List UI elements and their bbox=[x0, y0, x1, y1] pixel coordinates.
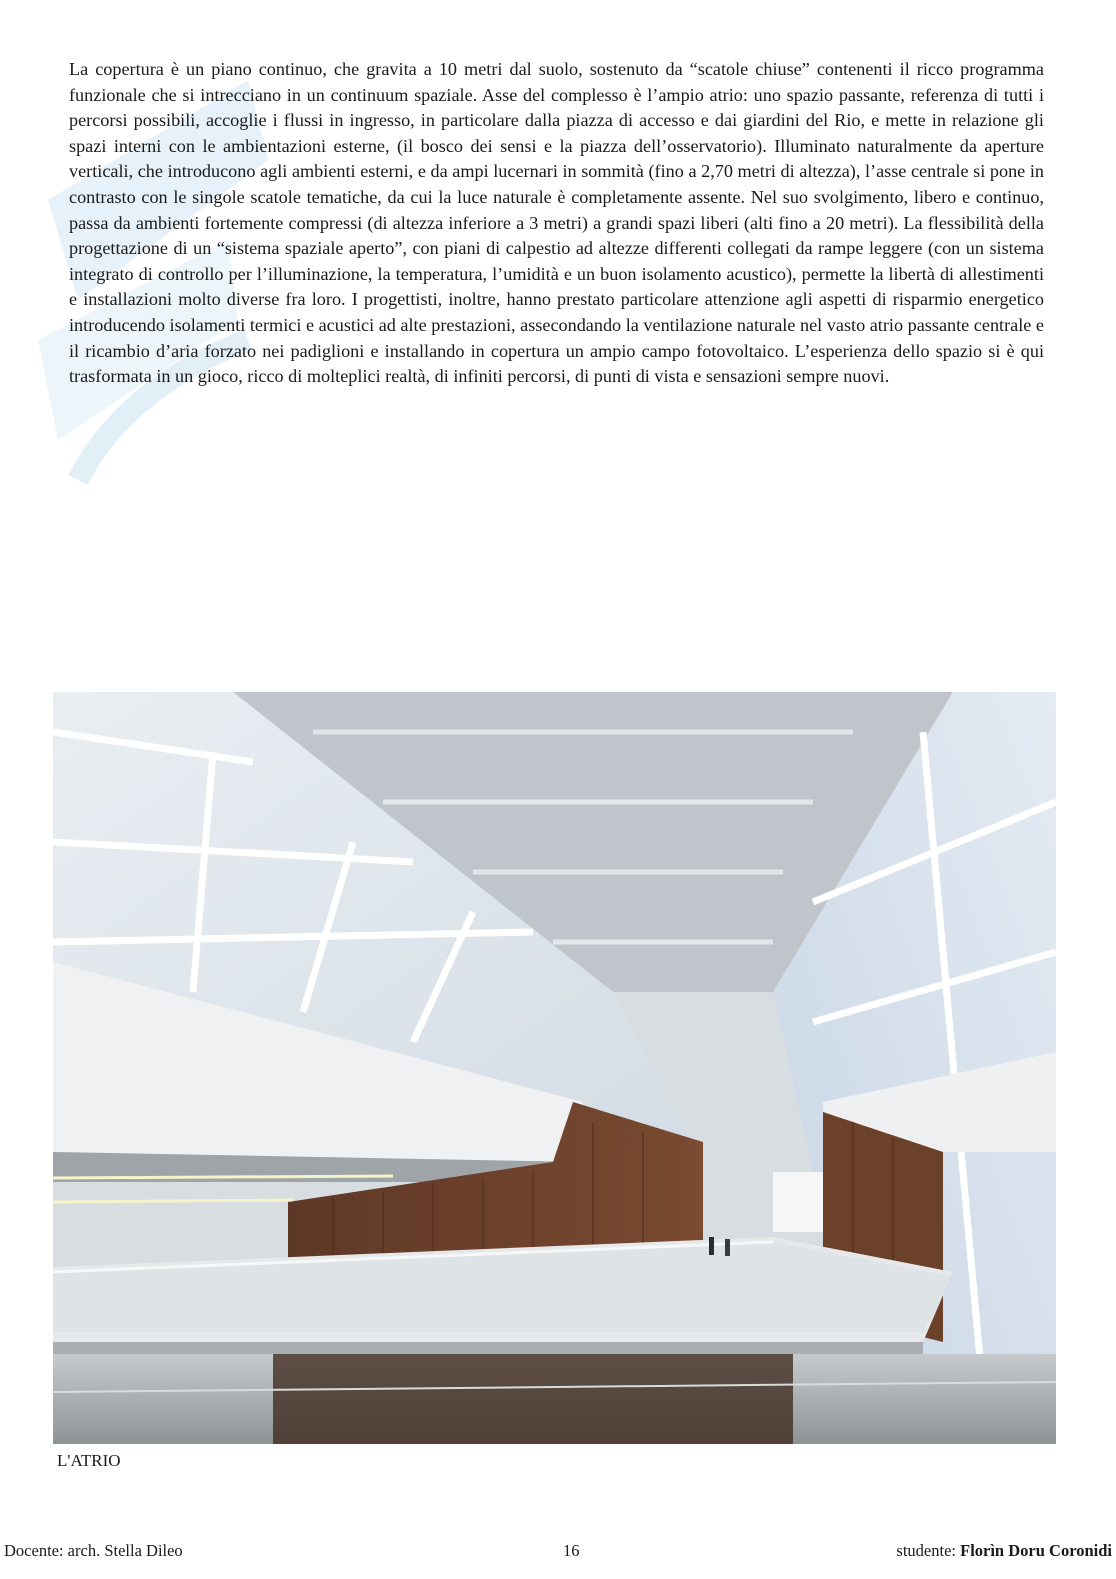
footer-student-name: Florìn Doru Coronidi bbox=[960, 1541, 1112, 1560]
footer-student-label: studente: bbox=[896, 1541, 961, 1560]
atrium-photo bbox=[53, 692, 1056, 1444]
footer-student bbox=[896, 1540, 1112, 1562]
photo-caption: L'ATRIO bbox=[57, 1451, 121, 1470]
page-number: 16 bbox=[563, 1541, 580, 1560]
body-paragraph: La copertura è un piano continuo, che gravita a 10 metri dal suolo, sostenuto da “scatole chiuse” contenenti il ricco programma funzionale che si intrecciano in un continuum spaziale. Asse del complesso è l’ampio atrio: uno spazio passante, referenza di tutti i percorsi possibili, accoglie i flussi in ingresso, in particolare dalla piazza di accesso e dai giardini del Rio, e mette in relazione gli spazi interni con le ambientazioni esterne, (il bosco dei sensi e la piazza dell’osservatorio). Illuminato naturalmente da aperture verticali, che introducono agli ambienti esterni, e da ampi lucernari in sommità (fino a 2,70 metri di altezza), l’asse centrale si pone in contrasto con le singole scatole tematiche, da cui la luce naturale è completamente assente. Nel suo svolgimento, libero e continuo, passa da ambienti fortemente compressi (di altezza inferiore a 3 metri) a grandi spazi liberi (alti fino a 20 metri). La flessibilità della progettazione di un “sistema spaziale aperto”, con piani di calpestio ad altezze differenti collegati da rampe leggere (con un sistema integrato di controllo per l’illuminazione, la temperatura, l’umidità e un buon isolamento acustico), permette la libertà di allestimenti e installazioni molto diverse fra loro. I progettisti, inoltre, hanno prestato particolare attenzione agli aspetti di risparmio energetico introducendo isolamenti termici e acustici ad alte prestazioni, assecondando la ventilazione naturale nel vasto atrio passante centrale e il ricambio d’aria forzato nei padiglioni e installando in copertura un ampio campo fotovoltaico. L’esperienza dello spazio si è qui trasformata in un gioco, ricco di molteplici realtà, di infiniti percorsi, di punti di vista e sensazioni sempre nuovi. bbox=[69, 59, 1044, 387]
footer-teacher: Docente: arch. Stella Dileo bbox=[4, 1541, 183, 1560]
